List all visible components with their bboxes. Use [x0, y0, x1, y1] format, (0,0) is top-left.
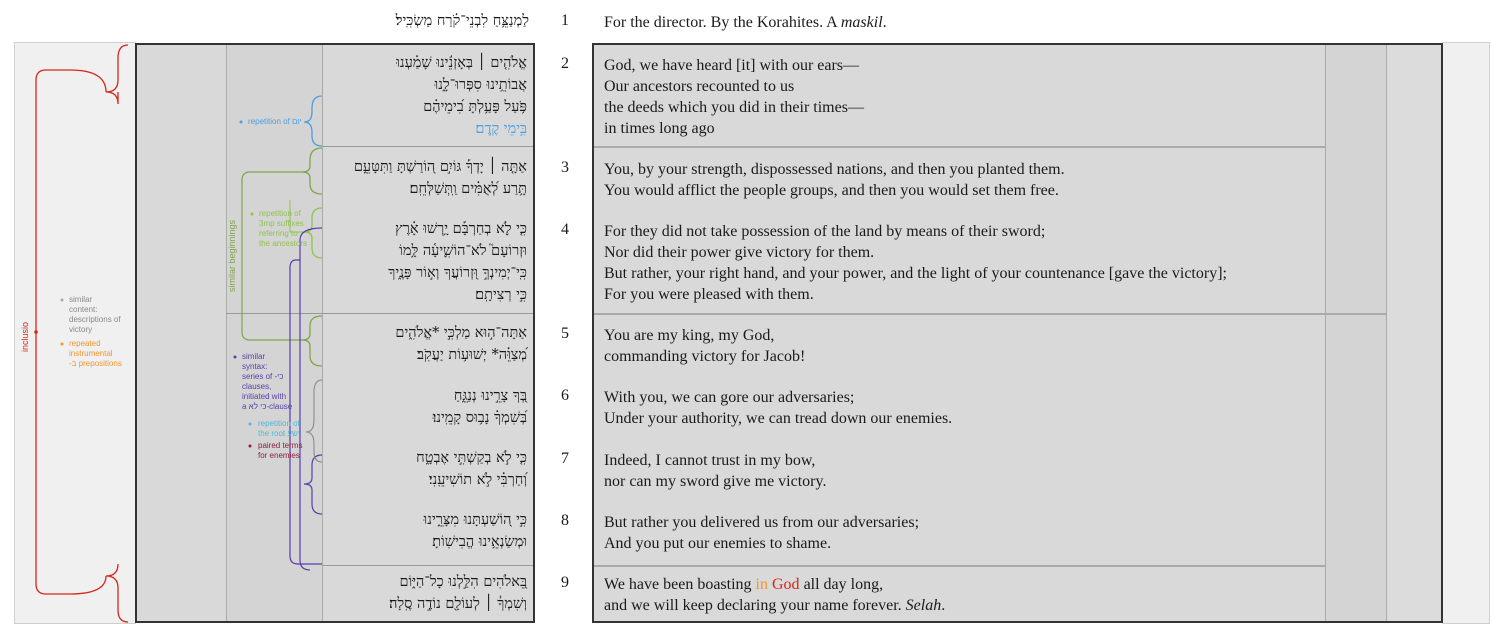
verse-number-6: 6 — [561, 387, 569, 404]
english-verse-2: God, we have heard [it] with our ears— Our ancestors recounted to us the deeds which you did in their times— in times long ago — [604, 57, 864, 137]
verse-number-5: 5 — [561, 325, 569, 342]
inclusio-bracket-top — [106, 45, 128, 104]
green-bracket-v5 — [302, 316, 322, 366]
hebrew-verse-7: כִּ֤י לֹ֣א בְקַשְׁתִּ֣י אֶבְטָ֑ח וְ֝חַרְבִּ֗י לֹ֣א תוֹשִׁיעֵֽנִי׃ — [416, 450, 527, 488]
verse-number-7: 7 — [561, 450, 569, 467]
yom-bracket — [304, 96, 322, 146]
purple-link — [290, 260, 322, 564]
green-bracket-v3 — [302, 148, 322, 194]
hebrew-verse-8: כִּ֣י ה֭וֹשַׁעְתָּנוּ מִצָּרֵ֑ינוּ וּמְשַׂנְאֵ֥ינוּ הֱבִישֽׁוֹתָ׃ — [423, 512, 527, 550]
hebrew-verse-4: כִּ֤י לֹ֪א בְחַרְבָּ֡ם יָ֥רְשׁוּ אָ֗רֶץ וּזְרוֹעָם֮ לֹא־הוֹשִׁ֪יעָ֫ה לָּ֥מוֹ כִּֽי־יְמִינְךָ֣ וּ֭זְרוֹעֲךָ וְא֣וֹר פָּנֶ֑יךָ כִּ֣י רְצִיתָֽם׃ — [388, 221, 527, 303]
inclusio-bracket-bottom — [106, 564, 128, 622]
verse-number-4: 4 — [561, 221, 569, 238]
annotation-repeated-prepositions: repeated instrumental -ב prepositions — [69, 339, 122, 368]
hebrew-verse-5: אַתָּה־ה֣וּא מַלְכִּ֣י *אֱלֹהִ֑ים מְ֝צַוֵּ֗ה* יְשׁוּע֥וֹת יַעֲקֹֽב׃ — [395, 325, 527, 363]
english-verse-8: But rather you delivered us from our adversaries; And you put our enemies to shame. — [604, 514, 920, 552]
english-verse-6: With you, we can gore our adversaries; Under your authority, we can tread down our enemies. — [604, 389, 953, 427]
green-link — [242, 172, 302, 340]
hebrew-verse-3: אַתָּ֤ה ׀ יָדְךָ֡ גּוֹיִ֣ם ה֭וֹרַשְׁתָּ וַתִּטָּעֵ֑ם תָּ֥רַע לְ֝אֻמִּ֗ים וַֽתְּשַׁלְּחֵֽם׃ — [353, 159, 527, 197]
english-verse-9: We have been boasting in God all day long, and we will keep declaring your name forever. Selah. — [604, 576, 946, 614]
root-bracket — [306, 380, 322, 462]
verse-number-9: 9 — [561, 574, 569, 591]
hebrew-verse-9: בֵּ֭אלֹהִים הִלַּ֣לְנוּ כָל־הַיּ֑וֹם וְשִׁמְךָ֓ ׀ לְעוֹלָ֖ם נוֹדֶ֣ה סֶֽלָה׃ — [389, 574, 527, 612]
verse-number-8: 8 — [561, 512, 569, 529]
inclusio-label: inclusio — [20, 321, 30, 352]
verse-number-2: 2 — [561, 55, 569, 72]
annotation-similar-content: similar content: descriptions of victory — [69, 295, 121, 334]
similar-beginnings-label: similar beginnings — [227, 219, 237, 292]
english-verse-5: You are my king, my God, commanding victory for Jacob! — [604, 327, 806, 365]
hebrew-verse-2: אֱלֹהִ֤ים ׀ בְּאָזְנֵ֬ינוּ שָׁמַ֗עְנוּ אֲבוֹתֵ֥ינוּ סִפְּרוּ־לָ֑נוּ פֹּ֥עַל פָּעַ֥לְתָּ בִ֝ימֵיהֶ֗ם בִּ֣ימֵי קֶֽדֶם׃ — [396, 55, 527, 137]
english-verse-4: For they did not take possession of the land by means of their sword; Nor did their power give victory for them. But rather, your right hand, and your power, and the light of your countenance [gave the victory]; For you were pleased with them. — [604, 223, 1227, 303]
purple-bracket-v4 — [300, 228, 322, 570]
english-verse-7: Indeed, I cannot trust in my bow, nor can my sword give me victory. — [604, 452, 827, 490]
annotation-similar-syntax: similar syntax: series of -כי clauses, initiated with a כי לא-clause — [242, 352, 293, 411]
verse-number-1: 1 — [561, 12, 569, 29]
annotation-repetition-yom: repetition of יום — [248, 117, 302, 126]
purple-bracket-v7 — [304, 455, 322, 514]
superscription-hebrew: לַמְנַצֵּ֥חַ לִבְנֵי־קֹ֗רַח מַשְׂכִּֽיל׃ — [395, 13, 529, 29]
annotation-paired-terms: paired terms for enemies — [258, 441, 303, 460]
english-verse-3: You, by your strength, dispossessed nations, and then you planted them. You would afflict the people groups, and then you would set them free. — [604, 161, 1065, 199]
annotation-repetition-root: repetition of the root ישע — [258, 419, 300, 438]
superscription-english: For the director. By the Korahites. A maskil. — [604, 14, 887, 31]
annotation-repetition-ancestors: repetition of 3mp suffixes referring to the ancestors — [259, 209, 308, 248]
verse-number-3: 3 — [561, 159, 569, 176]
hebrew-verse-6: בְּ֭ךָ צָרֵ֣ינוּ נְנַגֵּ֑חַ בְּ֝שִׁמְךָ֗ נָב֥וּס קָמֵֽינוּ׃ — [432, 388, 527, 426]
